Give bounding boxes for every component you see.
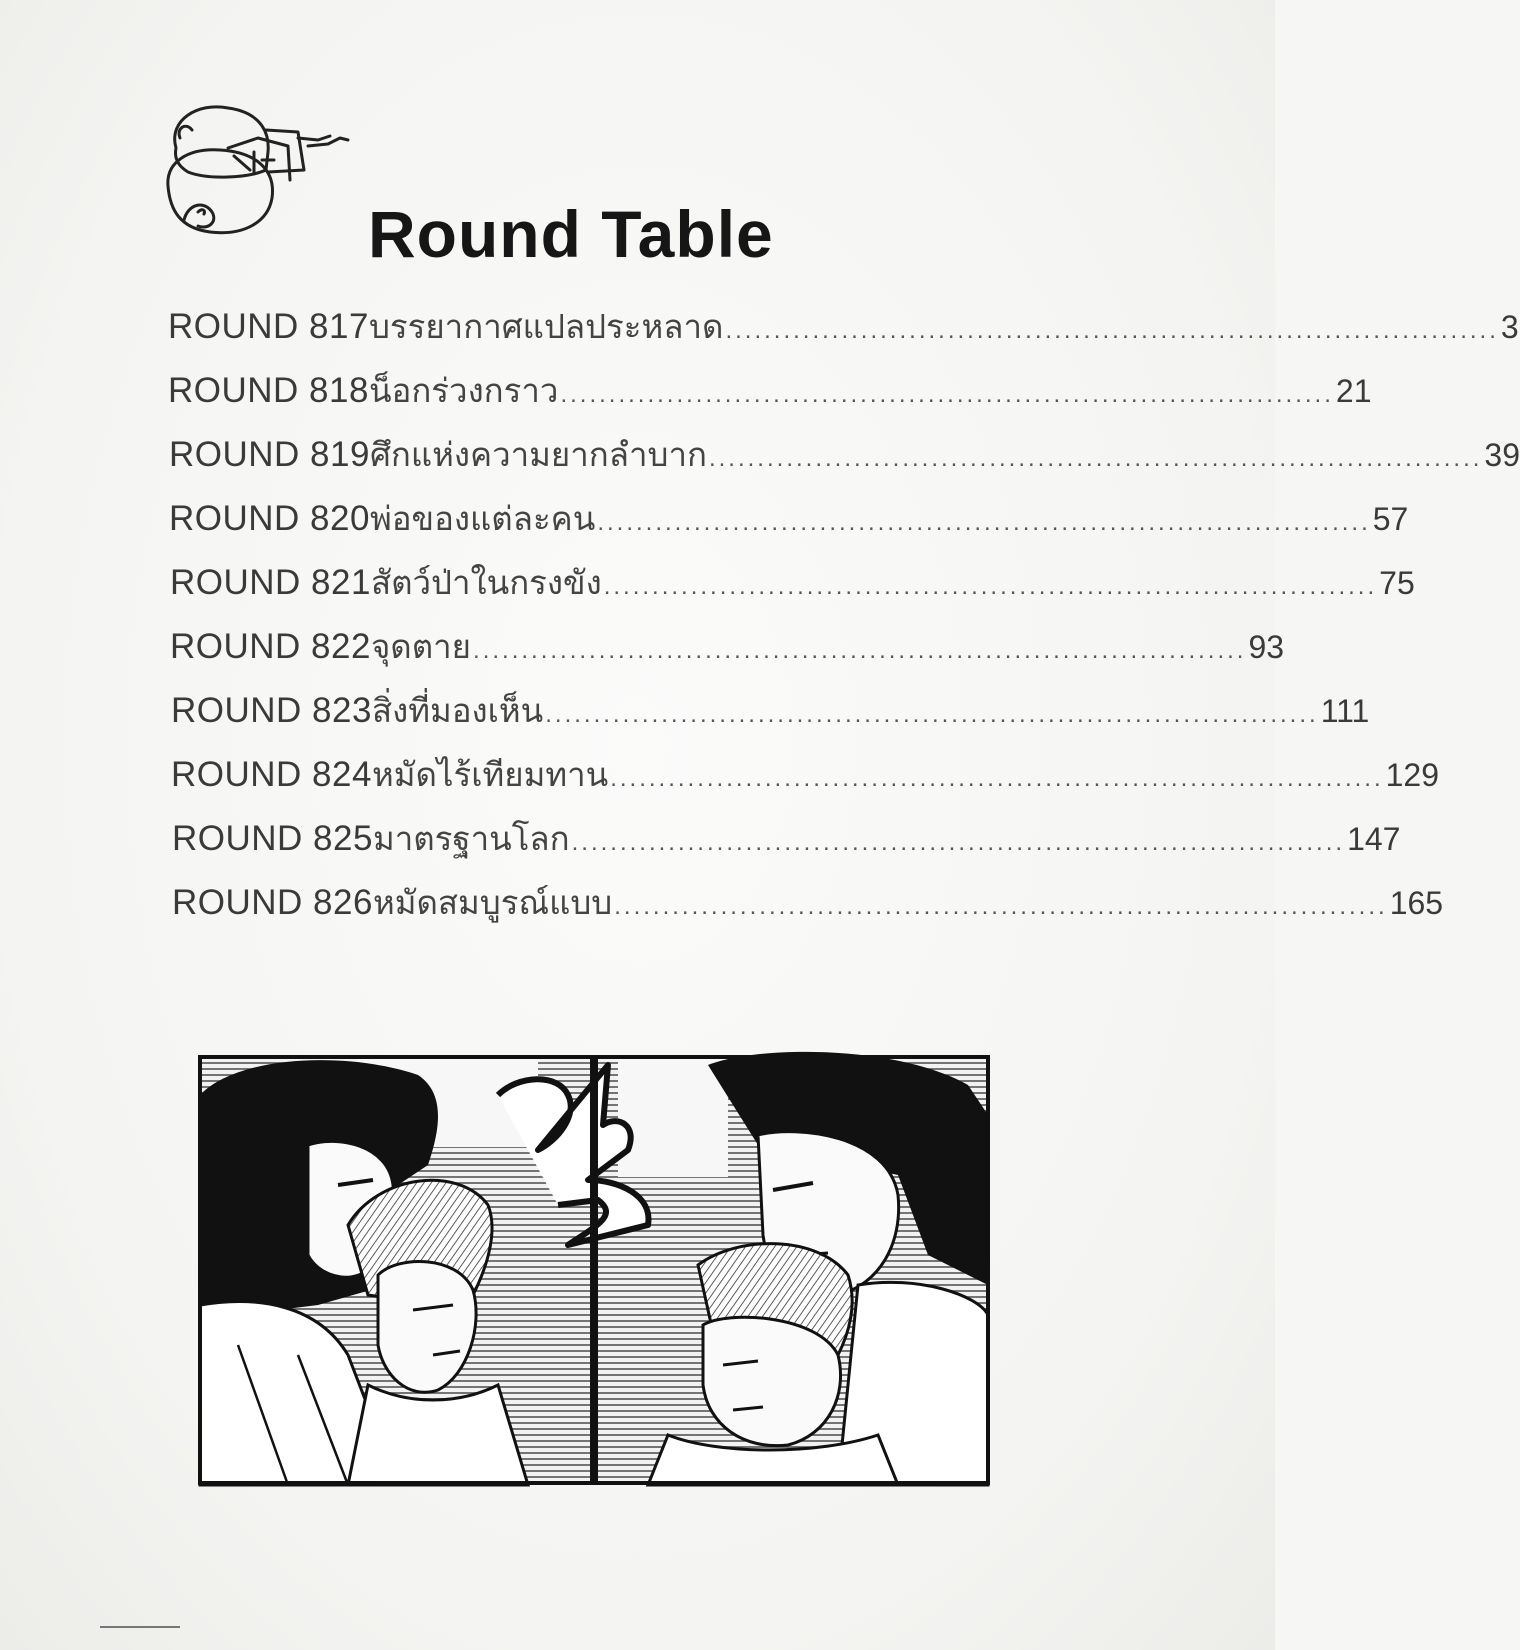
page-title: Round Table <box>368 197 774 271</box>
page-edge-mark <box>100 1626 180 1628</box>
leader-dots: ................................................................................ <box>610 765 1384 792</box>
leader-dots: ................................................................................ <box>571 829 1346 856</box>
round-number: ROUND 823 <box>171 691 372 730</box>
leader-dots: ................................................................................ <box>560 381 1334 408</box>
round-number: ROUND 818 <box>168 371 369 410</box>
boxing-gloves-icon <box>158 100 358 250</box>
leader-dots: ................................................................................ <box>597 509 1371 536</box>
toc-row <box>171 748 1440 798</box>
chapter-title: ศึกแห่งความยากลำบาก <box>369 435 707 474</box>
page-number: 147 <box>1347 821 1401 857</box>
toc-row <box>169 428 1520 478</box>
chapter-title: หมัดไร้เทียมทาน <box>371 755 609 794</box>
chapter-title: น็อกร่วงกราว <box>368 371 559 410</box>
round-number: ROUND 821 <box>170 563 371 602</box>
chapter-title: สัตว์ป่าในกรงขัง <box>370 563 602 602</box>
leader-dots: ................................................................................ <box>545 701 1319 728</box>
round-number: ROUND 824 <box>171 755 372 794</box>
leader-dots: ................................................................................ <box>603 573 1378 600</box>
leader-dots: ................................................................................ <box>614 893 1388 920</box>
page-number: 165 <box>1389 885 1444 921</box>
chapter-title: จุดตาย <box>370 627 472 666</box>
toc-row <box>172 876 1444 926</box>
toc-row <box>169 492 1409 542</box>
chapter-title: บรรยากาศแปลประหลาด <box>368 307 724 346</box>
toc-row <box>170 620 1285 670</box>
page-number: 39 <box>1484 437 1520 473</box>
round-number: ROUND 820 <box>169 499 370 538</box>
manga-illustration <box>198 1055 990 1485</box>
round-number: ROUND 819 <box>169 435 370 474</box>
toc-row <box>170 556 1415 606</box>
leader-dots: ................................................................................ <box>473 637 1247 664</box>
round-number: ROUND 817 <box>168 307 369 346</box>
toc-row <box>168 364 1372 414</box>
page-number: 3 <box>1500 309 1519 345</box>
leader-dots: ................................................................................ <box>708 445 1483 472</box>
page-number: 93 <box>1248 629 1285 665</box>
page-number: 57 <box>1372 501 1409 537</box>
chapter-title: พ่อของแต่ละคน <box>369 499 596 538</box>
chapter-title: สิ่งที่มองเห็น <box>371 691 544 730</box>
round-number: ROUND 825 <box>172 819 373 858</box>
toc-row <box>172 812 1401 862</box>
page-number: 21 <box>1335 373 1372 409</box>
chapter-title: หมัดสมบูรณ์แบบ <box>372 883 613 922</box>
leader-dots: ................................................................................ <box>725 317 1499 344</box>
chapter-title: มาตรฐานโลก <box>372 819 570 858</box>
page-number: 75 <box>1379 565 1415 601</box>
page-number: 111 <box>1320 693 1370 729</box>
toc-row <box>171 684 1370 734</box>
round-number: ROUND 822 <box>170 627 371 666</box>
round-number: ROUND 826 <box>172 883 373 922</box>
page-number: 129 <box>1385 757 1440 793</box>
toc-row <box>168 300 1519 350</box>
